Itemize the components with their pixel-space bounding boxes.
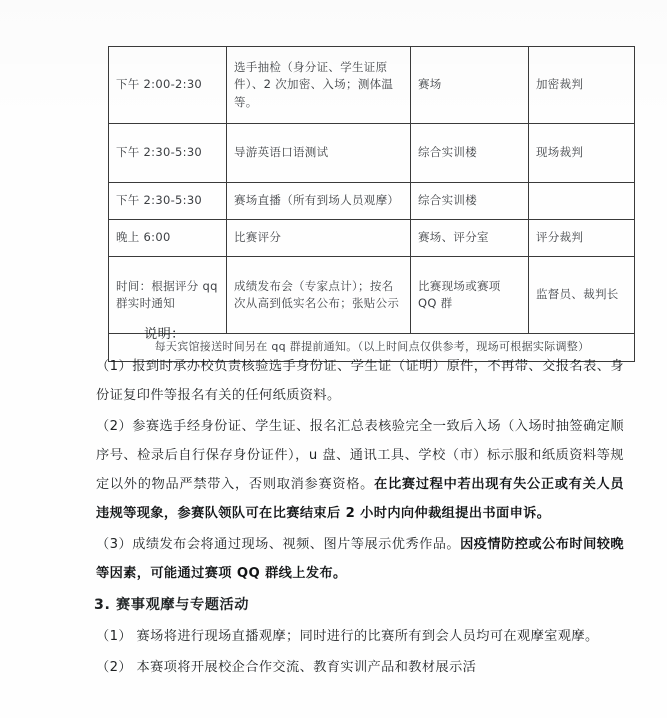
cell-item: 赛场直播（所有到场人员观摩） xyxy=(227,183,411,220)
section-heading: 3. 赛事观摩与专题活动 xyxy=(94,597,250,613)
cell-time: 下午 2:00-2:30 xyxy=(109,47,227,124)
cell-item: 成绩发布会（专家点计）；按名次从高到低实名公布；张贴公示 xyxy=(227,257,411,334)
paragraph-note-1: （1）报到时承办校负责核验选手身份证、学生证（证明）原件，不再带、交报名表、身份证复印件等报名有关的任何纸质资料。 xyxy=(96,359,624,403)
table-row xyxy=(109,220,635,257)
cell-place: 赛场、评分室 xyxy=(411,220,529,257)
cell-place: 赛场 xyxy=(411,47,529,124)
cell-item: 比赛评分 xyxy=(227,220,411,257)
section-item-1: （1） 赛场将进行现场直播观摩；同时进行的比赛所有到会人员均可在观摩室观摩。 xyxy=(96,629,599,644)
cell-time: 晚上 6:00 xyxy=(109,220,227,257)
cell-staff: 评分裁判 xyxy=(529,220,635,257)
paragraph-note-3: （3）成绩发布会将通过现场、视频、图片等展示优秀作品。因疫情防控或公布时间较晚等因素，可能通过赛项 QQ 群线上发布。 xyxy=(96,537,624,581)
cell-time: 时间：根据评分 qq 群实时通知 xyxy=(109,257,227,334)
schedule-table-wrapper xyxy=(108,46,619,362)
cell-item: 导游英语口语测试 xyxy=(227,124,411,183)
cell-item: 选手抽检（身分证、学生证原件）、2 次加密、入场；测体温等。 xyxy=(227,47,411,124)
table-row xyxy=(109,47,635,124)
table-row xyxy=(109,124,635,183)
cell-time: 下午 2:30-5:30 xyxy=(109,183,227,220)
cell-staff: 现场裁判 xyxy=(529,124,635,183)
cell-place: 综合实训楼 xyxy=(411,183,529,220)
cell-place: 比赛现场或赛项 QQ 群 xyxy=(411,257,529,334)
cell-time: 下午 2:30-5:30 xyxy=(109,124,227,183)
cell-footer-note: 每天宾馆接送时间另在 qq 群提前通知。（以上时间点仅供参考，现场可根据实际调整） xyxy=(109,334,635,362)
table-row xyxy=(109,183,635,220)
cell-place: 综合实训楼 xyxy=(411,124,529,183)
cell-staff xyxy=(529,183,635,220)
body-text xyxy=(52,320,624,684)
paragraph-note-2: （2）参赛选手经身份证、学生证、报名汇总表核验完全一致后入场（入场时抽签确定顺序号、检录后自行保存身份证件），u 盘、通讯工具、学校（市）标示服和纸质资料等规定以外的物品严禁带入，否则取消参赛资格。在比赛过程中若出现有失公正或有关人员违规等现象，参赛队领队可在比赛结束后 2 小时内向仲裁组提出书面申诉。 xyxy=(96,419,624,521)
schedule-table xyxy=(108,46,635,362)
cell-staff: 监督员、裁判长 xyxy=(529,257,635,334)
section-item-2: （2） 本赛项将开展校企合作交流、教育实训产品和教材展示活 xyxy=(96,660,477,675)
cell-staff: 加密裁判 xyxy=(529,47,635,124)
notes-label: 说明： xyxy=(144,327,185,342)
